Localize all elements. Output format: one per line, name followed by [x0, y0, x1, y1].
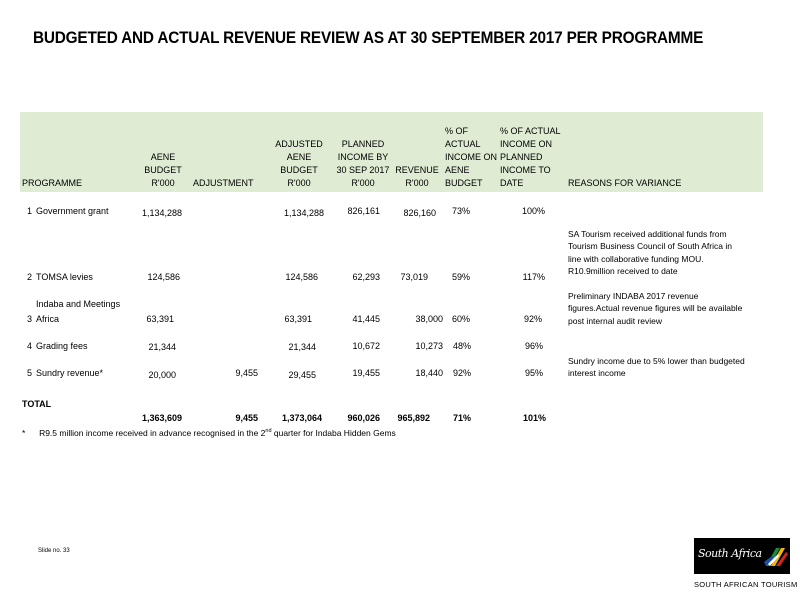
row-planned-income: 41,445: [352, 314, 380, 324]
row-number: 3: [27, 314, 33, 324]
total-pct-aene: 71%: [452, 413, 471, 423]
row-number: 1: [27, 206, 33, 216]
row-planned-income: 62,293: [352, 272, 380, 282]
row-pct-planned: 96%: [524, 341, 543, 351]
row-pct-planned: 95%: [524, 368, 543, 378]
logo-script-text: South Africa: [698, 547, 762, 560]
total-pct-planned: 101%: [522, 413, 546, 423]
header-planned-income: PLANNED INCOME BY 30 SEP 2017 R'000: [336, 139, 390, 188]
south-africa-logo: [694, 538, 790, 574]
total-adjusted-budget: 1,373,064: [281, 413, 322, 423]
header-pct-aene: % OF ACTUAL INCOME ON AENE BUDGET: [445, 126, 498, 188]
reason-tomsa: SA Tourism received additional funds from Tourism Business Council of South Africa in line with collaborative funding MOU. R10.9million received to date: [568, 229, 732, 277]
row-adjustment: 9,455: [235, 368, 258, 378]
header-adjustment: ADJUSTMENT: [193, 178, 254, 188]
header-aene-budget: AENE BUDGET R'000: [144, 152, 182, 188]
total-aene-budget: 1,363,609: [141, 413, 182, 423]
row-number: 2: [27, 272, 33, 282]
row-planned-income: 19,455: [352, 368, 380, 378]
row-aene-budget: 20,000: [148, 370, 176, 380]
logo-caption: SOUTH AFRICAN TOURISM: [694, 580, 798, 589]
row-pct-planned: 100%: [521, 206, 545, 216]
row-programme: Sundry revenue*: [36, 368, 104, 378]
footnote-text: R9.5 million income received in advance recognised in the 2: [39, 428, 266, 438]
page-title: BUDGETED AND ACTUAL REVENUE REVIEW AS AT 30 SEPTEMBER 2017 PER PROGRAMME: [33, 29, 704, 47]
row-planned-income: 10,672: [352, 341, 380, 351]
footnote-marker: *: [22, 428, 26, 438]
row-revenue: 10,273: [415, 341, 443, 351]
row-pct-planned: 92%: [523, 314, 542, 324]
header-revenue: REVENUE R'000: [395, 165, 439, 188]
reason-sundry: Sundry income due to 5% lower than budgeted interest income: [568, 356, 745, 379]
row-pct-aene: 48%: [452, 341, 471, 351]
row-number: 4: [27, 341, 33, 351]
row-programme: TOMSA levies: [36, 272, 93, 282]
header-adjusted-budget: ADJUSTED AENE BUDGET R'000: [275, 139, 323, 188]
footnote: [22, 428, 396, 438]
footnote-superscript: nd: [265, 428, 272, 435]
row-number: 5: [27, 368, 33, 378]
row-revenue: 18,440: [415, 368, 443, 378]
row-programme: Government grant: [36, 206, 109, 216]
row-revenue: 826,160: [403, 208, 436, 218]
row-aene-budget: 21,344: [148, 342, 176, 352]
row-aene-budget: 124,586: [147, 272, 180, 282]
row-pct-aene: 92%: [452, 368, 471, 378]
row-aene-budget: 1,134,288: [141, 208, 182, 218]
row-adjusted-budget: 1,134,288: [283, 208, 324, 218]
total-revenue: 965,892: [397, 413, 430, 423]
row-adjusted-budget: 29,455: [288, 370, 316, 380]
flag-ribbon-icon: [762, 544, 788, 568]
header-reasons: REASONS FOR VARIANCE: [568, 178, 682, 188]
row-programme-line1: Indaba and Meetings: [36, 299, 121, 309]
total-label: TOTAL: [22, 399, 52, 409]
header-programme: PROGRAMME: [22, 178, 83, 188]
row-planned-income: 826,161: [347, 206, 380, 216]
total-adjustment: 9,455: [235, 413, 258, 423]
reason-indaba: Preliminary INDABA 2017 revenue figures.Actual revenue figures will be available post internal audit review: [568, 291, 743, 326]
row-pct-aene: 60%: [451, 314, 470, 324]
row-programme: Africa: [36, 314, 60, 324]
row-revenue: 38,000: [415, 314, 443, 324]
row-adjusted-budget: 63,391: [284, 314, 312, 324]
row-pct-planned: 117%: [522, 272, 545, 282]
row-programme: Grading fees: [36, 341, 88, 351]
header-pct-planned: % OF ACTUAL INCOME ON PLANNED INCOME TO DATE: [500, 126, 561, 188]
row-revenue: 73,019: [400, 272, 428, 282]
footnote-text-end: quarter for Indaba Hidden Gems: [271, 428, 396, 438]
slide-number: Slide no. 33: [38, 548, 70, 554]
row-pct-aene: 73%: [451, 206, 470, 216]
total-planned-income: 960,026: [347, 413, 380, 423]
row-aene-budget: 63,391: [146, 314, 174, 324]
row-adjusted-budget: 21,344: [288, 342, 316, 352]
row-pct-aene: 59%: [451, 272, 470, 282]
row-adjusted-budget: 124,586: [285, 272, 318, 282]
